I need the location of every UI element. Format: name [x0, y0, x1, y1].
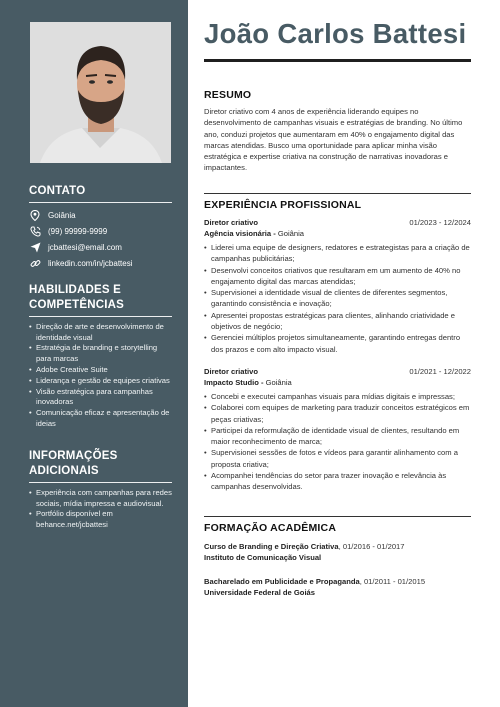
list-item: • Adobe Creative Suite — [29, 365, 172, 376]
job-entry — [204, 217, 471, 355]
skills-heading-line2: COMPETÊNCIAS — [29, 298, 125, 311]
job-company — [204, 377, 471, 388]
contact-email[interactable] — [29, 240, 172, 256]
extra-info-heading: INFORMAÇÕES ADICIONAIS — [29, 450, 118, 477]
education-heading: FORMAÇÃO ACADÊMICA — [204, 522, 337, 534]
summary-text: Diretor criativo com 4 anos de experiência liderando equipes no desenvolvimento de campanhas visuais e estratégias de branding. No último ano, conduzi projetos que aumentaram em 40% o engajamento digital das marcas atendidas. Busco uma oportunidade para aplicar minha visão estratégica e expertise criativa na construção de narrativas inovadoras e impactantes. — [204, 107, 463, 173]
list-item: • Gerenciei múltiplos projetos simultaneamente, garantindo entregas dentro dos prazos e com alto impacto visual. — [204, 332, 471, 355]
job-bullets — [204, 242, 471, 355]
list-item: • Supervisionei sessões de fotos e vídeos para garantir alinhamento com a proposta criativa; — [204, 447, 471, 470]
list-item: • Comunicação eficaz e apresentação de ideias — [29, 408, 172, 430]
job-company — [204, 228, 471, 239]
send-icon — [29, 242, 41, 254]
list-item: • Apresentei propostas estratégicas para clientes, alinhando criatividade e objetivos de negócio; — [204, 310, 471, 333]
course-dates: , 01/2011 - 01/2015 — [359, 577, 426, 586]
education-entry — [204, 576, 471, 598]
skills-heading — [29, 283, 172, 313]
list-item: • Visão estratégica para campanhas inovadoras — [29, 387, 172, 409]
skills-section — [29, 283, 172, 430]
contact-linkedin[interactable] — [29, 256, 172, 272]
list-item: • Liderei uma equipe de designers, redatores e estrategistas para a criação de campanhas publicitárias; — [204, 242, 471, 265]
extra-info-list — [29, 488, 172, 531]
contact-phone[interactable] — [29, 224, 172, 240]
course-name: Curso de Branding e Direção Criativa — [204, 542, 339, 551]
list-item: • Experiência com campanhas para redes sociais, mídia impressa e audiovisual. — [29, 488, 172, 510]
company-city: Goiânia — [263, 377, 292, 387]
sidebar — [0, 0, 188, 707]
skills-list — [29, 322, 172, 430]
list-item: • Supervisionei a identidade visual de clientes de diferentes segmentos, garantindo consistência e inovação; — [204, 287, 471, 310]
contact-section — [29, 184, 172, 272]
job-title: Diretor criativo — [204, 366, 259, 376]
contact-email-text: jcbattesi@email.com — [48, 243, 122, 253]
divider — [204, 516, 471, 517]
list-item: • Liderança e gestão de equipes criativas — [29, 376, 172, 387]
list-item: • Acompanhei tendências do setor para trazer inovação e relevância às campanhas desenvolvidas. — [204, 470, 471, 493]
list-item: • Portfólio disponível em behance.net/jcbattesi — [29, 509, 172, 531]
list-item: • Direção de arte e desenvolvimento de identidade visual — [29, 322, 172, 344]
title-underline — [204, 59, 471, 62]
divider — [29, 202, 172, 203]
job-entry — [204, 366, 471, 493]
job-dates: 01/2023 - 12/2024 — [409, 218, 471, 227]
job-title: Diretor criativo — [204, 218, 259, 227]
list-item: • Participei da reformulação de identidade visual de clientes, resultando em maior reconhecimento de marca; — [204, 425, 471, 448]
school-name: Instituto de Comunicação Visual — [204, 553, 322, 562]
contact-linkedin-text: linkedin.com/in/jcbattesi — [48, 259, 133, 269]
contact-phone-text: (99) 99999-9999 — [48, 227, 108, 237]
portrait-image — [30, 22, 171, 163]
experience-section — [204, 193, 471, 493]
link-icon — [29, 258, 41, 270]
job-bullets — [204, 391, 471, 493]
divider — [29, 316, 172, 317]
education-entry — [204, 541, 471, 563]
extra-info-section — [29, 449, 172, 531]
summary-heading: RESUMO — [204, 89, 252, 101]
page-title: João Carlos Battesi — [204, 18, 467, 49]
location-pin-icon — [29, 210, 41, 222]
list-item: • Concebi e executei campanhas visuais para mídias digitais e impressas; — [204, 391, 471, 402]
course-name: Bacharelado em Publicidade e Propaganda — [204, 577, 360, 586]
company-city: Goiânia — [275, 229, 305, 238]
experience-heading: EXPERIÊNCIA PROFISSIONAL — [204, 199, 362, 211]
phone-icon — [29, 226, 41, 238]
contact-location-text: Goiânia — [48, 211, 76, 221]
profile-photo — [30, 22, 171, 163]
course-dates: , 01/2016 - 01/2017 — [338, 542, 405, 551]
contact-heading: CONTATO — [29, 185, 86, 197]
list-item: • Estratégia de branding e storytelling para marcas — [29, 343, 172, 365]
skills-heading-line1: HABILIDADES E — [29, 284, 122, 296]
education-section — [204, 516, 471, 598]
company-name: Agência visionária - — [204, 229, 276, 238]
list-item: • Colaborei com equipes de marketing para traduzir conceitos estratégicos em peças criativas; — [204, 402, 471, 425]
divider — [204, 193, 471, 194]
divider — [29, 482, 172, 483]
summary-section — [204, 89, 471, 174]
list-item: • Desenvolvi conceitos criativos que resultaram em um aumento de 40% no engajamento digital das marcas atendidas; — [204, 265, 471, 288]
school-name: Universidade Federal de Goiás — [204, 588, 315, 597]
contact-location — [29, 208, 172, 224]
company-name: Impacto Studio - — [204, 377, 264, 387]
job-dates: 01/2021 - 12/2022 — [409, 366, 471, 376]
